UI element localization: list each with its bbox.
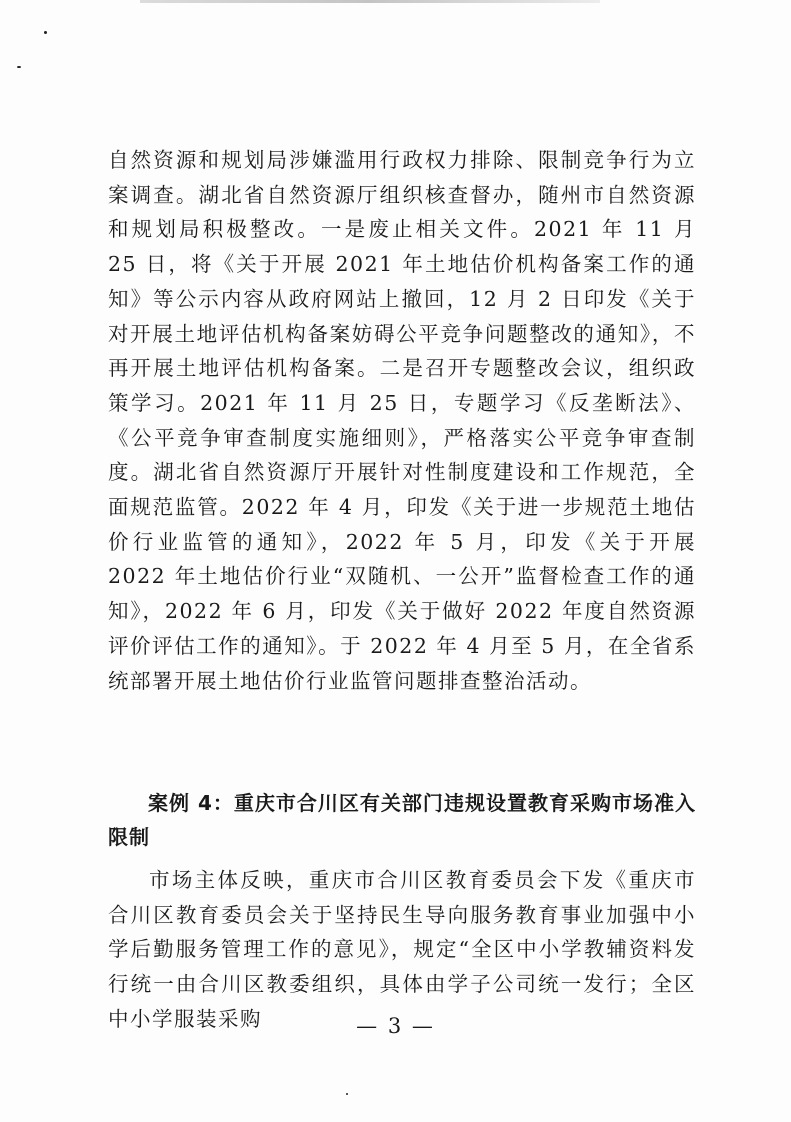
body-paragraph-2: 市场主体反映，重庆市合川区教育委员会下发《重庆市合川区教育委员会关于坚持民生导向服务教育事业加强中小学后勤服务管理工作的意见》，规定“全区中小学教辅资料发行统一由合川区教委组织，具体由学子公司统一发行；全区中小学服装采购	[108, 868, 696, 1031]
scan-artifact-strip	[140, 0, 600, 3]
scan-speck	[346, 1093, 348, 1095]
scan-speck	[17, 66, 21, 68]
page-number: — 3 —	[356, 1014, 435, 1038]
body-paragraph-1: 自然资源和规划局涉嫌滥用行政权力排除、限制竞争行为立案调查。湖北省自然资源厅组织核查督办，随州市自然资源和规划局积极整改。一是废止相关文件。2021 年 11 月 25 日，将《关于开展 2021 年土地估价机构备案工作的通知》等公示内容从政府网站上撤回，12 月 2 日印发《关于对开展土地评估机构备案妨碍公平竞争问题整改的通知》，不再开展土地评估机构备案。二是召开专题整改会议，组织政策学习。2021 年 11 月 25 日，专题学习《反垄断法》、《公平竞争审查制度实施细则》，严格落实公平竞争审查制度。湖北省自然资源厅开展针对性制度建设和工作规范，全面规范监管。2022 年 4 月，印发《关于进一步规范土地估价行业监管的通知》，2022 年 5 月，印发《关于开展 2022 年土地估价行业“双随机、一公开”监督检查工作的通知》，2022 年 6 月，印发《关于做好 2022 年度自然资源评价评估工作的通知》。于 2022 年 4 月至 5 月，在全省系统部署开展土地估价行业监管问题排查整治活动。	[108, 148, 696, 693]
scan-speck	[44, 31, 47, 34]
case-4-heading: 案例 4：重庆市合川区有关部门违规设置教育采购市场准入限制	[108, 791, 696, 849]
